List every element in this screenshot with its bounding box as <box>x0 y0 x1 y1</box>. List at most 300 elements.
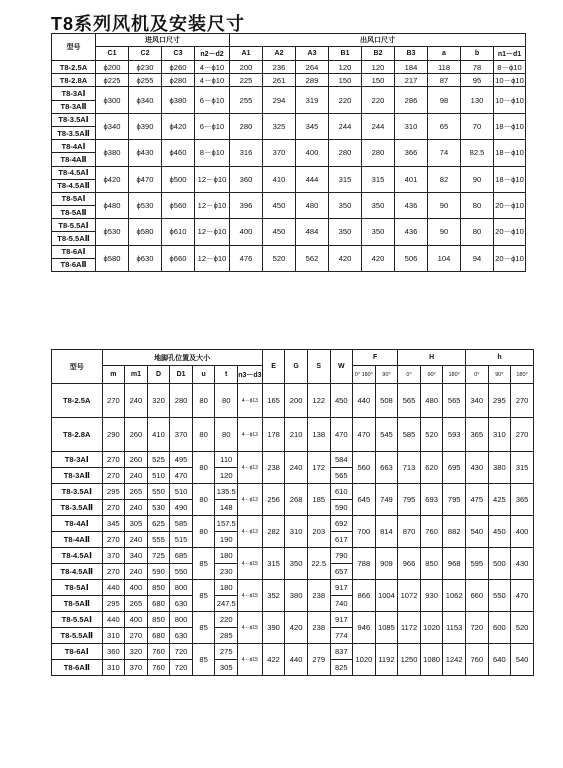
value-cell: 315 <box>262 548 285 580</box>
value-cell: ϕ390 <box>129 113 162 139</box>
value-cell: 420 <box>285 612 308 644</box>
column-header: A1 <box>230 47 263 61</box>
table-row <box>52 245 526 258</box>
value-cell: 4－ϕ10 <box>195 61 230 74</box>
value-cell: 270 <box>102 452 125 468</box>
value-cell: 837 <box>330 644 353 660</box>
value-cell: 436 <box>395 192 428 218</box>
value-cell: 4－ϕ10 <box>195 74 230 87</box>
column-header: B3 <box>395 47 428 61</box>
value-cell: 760 <box>465 644 488 676</box>
value-cell: 270 <box>102 468 125 484</box>
model-cell: T8-4.5AⅡ <box>52 179 96 192</box>
value-cell: 12－ϕ10 <box>195 219 230 245</box>
table-row <box>52 192 526 205</box>
value-cell: 172 <box>307 452 330 484</box>
value-cell: 238 <box>262 452 285 484</box>
value-cell: 80 <box>192 384 215 418</box>
value-cell: 85 <box>192 612 215 644</box>
value-cell: 210 <box>285 418 308 452</box>
model-cell: T8-6AⅠ <box>52 644 103 660</box>
value-cell: 1020 <box>420 612 443 644</box>
table-header-row <box>52 34 526 47</box>
column-header: A2 <box>263 47 296 61</box>
value-cell: 4－ϕ13 <box>238 452 263 484</box>
value-cell: 506 <box>395 245 428 271</box>
value-cell: 345 <box>102 516 125 532</box>
value-cell: 800 <box>170 580 193 596</box>
value-cell: 640 <box>488 644 511 676</box>
column-header-f-90: 90° <box>375 366 398 384</box>
column-header-h: h <box>465 350 533 366</box>
value-cell: 289 <box>296 74 329 87</box>
value-cell: 966 <box>398 548 421 580</box>
column-header: b <box>461 47 494 61</box>
column-header: a <box>428 47 461 61</box>
value-cell: 370 <box>263 140 296 166</box>
column-header: A3 <box>296 47 329 61</box>
model-cell: T8-4AⅡ <box>52 153 96 166</box>
column-header-S: S <box>307 350 330 384</box>
value-cell: ϕ420 <box>96 166 129 192</box>
value-cell: 80 <box>215 384 238 418</box>
value-cell: 260 <box>125 418 148 452</box>
inlet-outlet-dimensions-table <box>51 33 526 272</box>
value-cell: 430 <box>465 452 488 484</box>
column-header-h-angle: 90° <box>488 366 511 384</box>
value-cell: 18－ϕ10 <box>494 166 526 192</box>
value-cell: 98 <box>428 87 461 113</box>
value-cell: 350 <box>329 219 362 245</box>
value-cell: 360 <box>230 166 263 192</box>
value-cell: 4－ϕ15 <box>238 612 263 644</box>
value-cell: 305 <box>125 516 148 532</box>
model-cell: T8-4.5AⅡ <box>52 564 103 580</box>
value-cell: 436 <box>395 219 428 245</box>
column-header-h-angle: 0° <box>465 366 488 384</box>
value-cell: 4－ϕ15 <box>238 548 263 580</box>
value-cell: 90 <box>428 192 461 218</box>
value-cell: 400 <box>296 140 329 166</box>
column-header: n2－d2 <box>195 47 230 61</box>
model-cell: T8-6AⅡ <box>52 660 103 676</box>
value-cell: 645 <box>353 484 376 516</box>
value-cell: ϕ225 <box>96 74 129 87</box>
value-cell: 425 <box>488 484 511 516</box>
value-cell: 600 <box>488 612 511 644</box>
table-row <box>52 644 534 660</box>
value-cell: 265 <box>125 596 148 612</box>
value-cell: 630 <box>170 596 193 612</box>
value-cell: 150 <box>362 74 395 87</box>
value-cell: 190 <box>215 532 238 548</box>
value-cell: 240 <box>125 564 148 580</box>
value-cell: 366 <box>395 140 428 166</box>
value-cell: 760 <box>147 660 170 676</box>
table-row <box>52 61 526 74</box>
model-header: 型号 <box>52 34 96 61</box>
column-header: B2 <box>362 47 395 61</box>
value-cell: 4－ϕ13 <box>238 384 263 418</box>
value-cell: 365 <box>511 484 534 516</box>
value-cell: 270 <box>511 418 534 452</box>
value-cell: 238 <box>307 612 330 644</box>
value-cell: 685 <box>170 548 193 564</box>
value-cell: 295 <box>102 596 125 612</box>
value-cell: 1004 <box>375 580 398 612</box>
holes-header: 地脚孔位置及大小 <box>102 350 262 366</box>
column-header: D1 <box>170 366 193 384</box>
value-cell: ϕ580 <box>129 219 162 245</box>
value-cell: 585 <box>170 516 193 532</box>
table-row <box>52 166 526 179</box>
value-cell: ϕ580 <box>96 245 129 271</box>
value-cell: 420 <box>329 245 362 271</box>
value-cell: 85 <box>192 644 215 676</box>
value-cell: 240 <box>125 500 148 516</box>
value-cell: 280 <box>170 384 193 418</box>
value-cell: 350 <box>329 192 362 218</box>
value-cell: 150 <box>329 74 362 87</box>
value-cell: 584 <box>330 452 353 468</box>
table-row <box>52 384 534 418</box>
value-cell: 470 <box>330 418 353 452</box>
value-cell: 617 <box>330 532 353 548</box>
value-cell: 220 <box>329 87 362 113</box>
value-cell: ϕ460 <box>162 140 195 166</box>
value-cell: 740 <box>330 596 353 612</box>
value-cell: 270 <box>125 628 148 644</box>
value-cell: 1250 <box>398 644 421 676</box>
table-row <box>52 484 534 500</box>
value-cell: 1080 <box>420 644 443 676</box>
table-row <box>52 418 534 452</box>
value-cell: 240 <box>125 532 148 548</box>
table-subheader-row <box>52 47 526 61</box>
value-cell: ϕ420 <box>162 113 195 139</box>
value-cell: 410 <box>147 418 170 452</box>
value-cell: 657 <box>330 564 353 580</box>
value-cell: 380 <box>488 452 511 484</box>
value-cell: 420 <box>362 245 395 271</box>
value-cell: 720 <box>170 644 193 660</box>
table-row <box>52 87 526 100</box>
value-cell: 692 <box>330 516 353 532</box>
model-cell: T8-4AⅠ <box>52 516 103 532</box>
value-cell: 87 <box>428 74 461 87</box>
table-header-row <box>52 350 534 366</box>
column-header-G: G <box>285 350 308 384</box>
value-cell: 340 <box>465 384 488 418</box>
value-cell: 85 <box>192 548 215 580</box>
value-cell: 1062 <box>443 580 466 612</box>
value-cell: ϕ380 <box>162 87 195 113</box>
value-cell: 80 <box>192 418 215 452</box>
value-cell: 663 <box>375 452 398 484</box>
value-cell: 315 <box>362 166 395 192</box>
value-cell: 850 <box>147 612 170 628</box>
model-cell: T8-6AⅡ <box>52 258 96 271</box>
model-cell: T8-4.5AⅠ <box>52 166 96 179</box>
value-cell: 20－ϕ10 <box>494 219 526 245</box>
value-cell: 80 <box>192 452 215 484</box>
model-cell: T8-2.5A <box>52 384 103 418</box>
model-cell: T8-2.5A <box>52 61 96 74</box>
value-cell: 490 <box>170 500 193 516</box>
model-cell: T8-5.5AⅡ <box>52 232 96 245</box>
table-row <box>52 219 526 232</box>
value-cell: 20－ϕ10 <box>494 192 526 218</box>
value-cell: 280 <box>230 113 263 139</box>
value-cell: 610 <box>330 484 353 500</box>
value-cell: 20－ϕ10 <box>494 245 526 271</box>
model-cell: T8-2.8A <box>52 418 103 452</box>
value-cell: 275 <box>215 644 238 660</box>
value-cell: 590 <box>330 500 353 516</box>
value-cell: 760 <box>420 516 443 548</box>
value-cell: 1172 <box>398 612 421 644</box>
value-cell: 1020 <box>353 644 376 676</box>
value-cell: 866 <box>353 580 376 612</box>
model-cell: T8-3AⅠ <box>52 452 103 468</box>
value-cell: 316 <box>230 140 263 166</box>
value-cell: 450 <box>263 219 296 245</box>
value-cell: 120 <box>215 468 238 484</box>
value-cell: 200 <box>285 384 308 418</box>
value-cell: 70 <box>461 113 494 139</box>
outlet-header: 出风口尺寸 <box>230 34 526 47</box>
value-cell: ϕ630 <box>129 245 162 271</box>
column-header-f-0-180 <box>353 366 376 384</box>
table-row <box>52 548 534 564</box>
value-cell: 120 <box>362 61 395 74</box>
value-cell: 286 <box>395 87 428 113</box>
value-cell: 295 <box>488 384 511 418</box>
value-cell: 340 <box>125 548 148 564</box>
model-cell: T8-5.5AⅡ <box>52 628 103 644</box>
value-cell: 470 <box>170 468 193 484</box>
value-cell: 470 <box>353 418 376 452</box>
value-cell: 80 <box>192 516 215 548</box>
value-cell: 270 <box>511 384 534 418</box>
value-cell: 795 <box>443 484 466 516</box>
value-cell: 515 <box>170 532 193 548</box>
table-row <box>52 74 526 87</box>
column-header-H-angle: 180° <box>443 366 466 384</box>
value-cell: 430 <box>511 548 534 580</box>
value-cell: 184 <box>395 61 428 74</box>
table-row <box>52 612 534 628</box>
value-cell: ϕ340 <box>96 113 129 139</box>
value-cell: 593 <box>443 418 466 452</box>
value-cell: 12－ϕ10 <box>195 192 230 218</box>
value-cell: 244 <box>329 113 362 139</box>
value-cell: 795 <box>398 484 421 516</box>
value-cell: 620 <box>420 452 443 484</box>
value-cell: 560 <box>353 452 376 484</box>
column-header: C3 <box>162 47 195 61</box>
value-cell: 8－ϕ10 <box>494 61 526 74</box>
value-cell: 500 <box>488 548 511 580</box>
value-cell: 270 <box>102 532 125 548</box>
value-cell: 562 <box>296 245 329 271</box>
value-cell: 94 <box>461 245 494 271</box>
column-header: B1 <box>329 47 362 61</box>
value-cell: 270 <box>102 384 125 418</box>
value-cell: 410 <box>263 166 296 192</box>
value-cell: 225 <box>230 74 263 87</box>
inlet-header: 进风口尺寸 <box>96 34 230 47</box>
value-cell: 475 <box>465 484 488 516</box>
value-cell: 540 <box>511 644 534 676</box>
value-cell: 680 <box>147 596 170 612</box>
value-cell: 774 <box>330 628 353 644</box>
value-cell: 788 <box>353 548 376 580</box>
value-cell: 90 <box>428 219 461 245</box>
value-cell: 350 <box>362 219 395 245</box>
table-row <box>52 140 526 153</box>
value-cell: 508 <box>375 384 398 418</box>
value-cell: ϕ300 <box>96 87 129 113</box>
value-cell: 400 <box>511 516 534 548</box>
angle-label: 180° <box>361 371 373 378</box>
column-header: m <box>102 366 125 384</box>
value-cell: 310 <box>102 660 125 676</box>
value-cell: 510 <box>147 468 170 484</box>
model-cell: T8-4AⅠ <box>52 140 96 153</box>
value-cell: 814 <box>375 516 398 548</box>
value-cell: 82 <box>428 166 461 192</box>
value-cell: 1085 <box>375 612 398 644</box>
column-header: u <box>192 366 215 384</box>
value-cell: 790 <box>330 548 353 564</box>
value-cell: 122 <box>307 384 330 418</box>
value-cell: 110 <box>215 452 238 468</box>
value-cell: 260 <box>125 452 148 468</box>
value-cell: 520 <box>420 418 443 452</box>
value-cell: 256 <box>262 484 285 516</box>
value-cell: ϕ530 <box>129 192 162 218</box>
value-cell: 401 <box>395 166 428 192</box>
model-cell: T8-4.5AⅠ <box>52 548 103 564</box>
value-cell: 422 <box>262 644 285 676</box>
value-cell: 320 <box>125 644 148 660</box>
value-cell: 565 <box>330 468 353 484</box>
value-cell: 4－ϕ13 <box>238 418 263 452</box>
value-cell: 495 <box>170 452 193 468</box>
value-cell: ϕ660 <box>162 245 195 271</box>
value-cell: 80 <box>192 484 215 516</box>
value-cell: 203 <box>307 516 330 548</box>
value-cell: 555 <box>147 532 170 548</box>
value-cell: ϕ610 <box>162 219 195 245</box>
value-cell: 400 <box>125 612 148 628</box>
value-cell: 396 <box>230 192 263 218</box>
value-cell: 4－ϕ13 <box>238 516 263 548</box>
value-cell: 178 <box>262 418 285 452</box>
column-header-F: F <box>353 350 398 366</box>
value-cell: 930 <box>420 580 443 612</box>
value-cell: 400 <box>125 580 148 596</box>
value-cell: 240 <box>285 452 308 484</box>
value-cell: 510 <box>170 484 193 500</box>
value-cell: 565 <box>443 384 466 418</box>
value-cell: 4－ϕ13 <box>238 484 263 516</box>
value-cell: 1153 <box>443 612 466 644</box>
value-cell: 74 <box>428 140 461 166</box>
value-cell: 6－ϕ10 <box>195 113 230 139</box>
column-header-W: W <box>330 350 353 384</box>
value-cell: 319 <box>296 87 329 113</box>
page-title: T8系列风机及安装尺寸 <box>51 14 246 34</box>
value-cell: 12－ϕ10 <box>195 166 230 192</box>
value-cell: 78 <box>461 61 494 74</box>
value-cell: 725 <box>147 548 170 564</box>
value-cell: 80 <box>461 219 494 245</box>
value-cell: 230 <box>215 564 238 580</box>
value-cell: ϕ380 <box>96 140 129 166</box>
value-cell: 370 <box>102 548 125 564</box>
value-cell: 590 <box>147 564 170 580</box>
value-cell: 680 <box>147 628 170 644</box>
table-row <box>52 452 534 468</box>
value-cell: 480 <box>420 384 443 418</box>
value-cell: 315 <box>511 452 534 484</box>
value-cell: 200 <box>230 61 263 74</box>
model-cell: T8-5.5AⅠ <box>52 612 103 628</box>
model-cell: T8-5AⅡ <box>52 596 103 612</box>
value-cell: 294 <box>263 87 296 113</box>
value-cell: 261 <box>263 74 296 87</box>
value-cell: 480 <box>296 192 329 218</box>
value-cell: 310 <box>102 628 125 644</box>
value-cell: 8－ϕ10 <box>195 140 230 166</box>
value-cell: 693 <box>420 484 443 516</box>
model-cell: T8-3AⅡ <box>52 468 103 484</box>
value-cell: 350 <box>362 192 395 218</box>
foundation-hole-dimensions-table <box>51 349 534 676</box>
value-cell: 440 <box>102 612 125 628</box>
value-cell: 238 <box>307 580 330 612</box>
value-cell: 345 <box>296 113 329 139</box>
value-cell: 265 <box>125 484 148 500</box>
value-cell: 95 <box>461 74 494 87</box>
value-cell: 850 <box>420 548 443 580</box>
value-cell: 550 <box>488 580 511 612</box>
value-cell: 10－ϕ10 <box>494 87 526 113</box>
value-cell: 630 <box>170 628 193 644</box>
value-cell: 240 <box>125 384 148 418</box>
value-cell: 360 <box>102 644 125 660</box>
value-cell: 22.5 <box>307 548 330 580</box>
value-cell: 180 <box>215 580 238 596</box>
value-cell: 290 <box>102 418 125 452</box>
value-cell: 138 <box>307 418 330 452</box>
value-cell: 440 <box>102 580 125 596</box>
value-cell: 660 <box>465 580 488 612</box>
value-cell: 135.5 <box>215 484 238 500</box>
value-cell: ϕ430 <box>129 140 162 166</box>
value-cell: 165 <box>262 384 285 418</box>
value-cell: ϕ260 <box>162 61 195 74</box>
value-cell: 530 <box>147 500 170 516</box>
value-cell: 946 <box>353 612 376 644</box>
value-cell: 484 <box>296 219 329 245</box>
value-cell: 236 <box>263 61 296 74</box>
value-cell: 320 <box>147 384 170 418</box>
value-cell: 550 <box>170 564 193 580</box>
value-cell: ϕ560 <box>162 192 195 218</box>
